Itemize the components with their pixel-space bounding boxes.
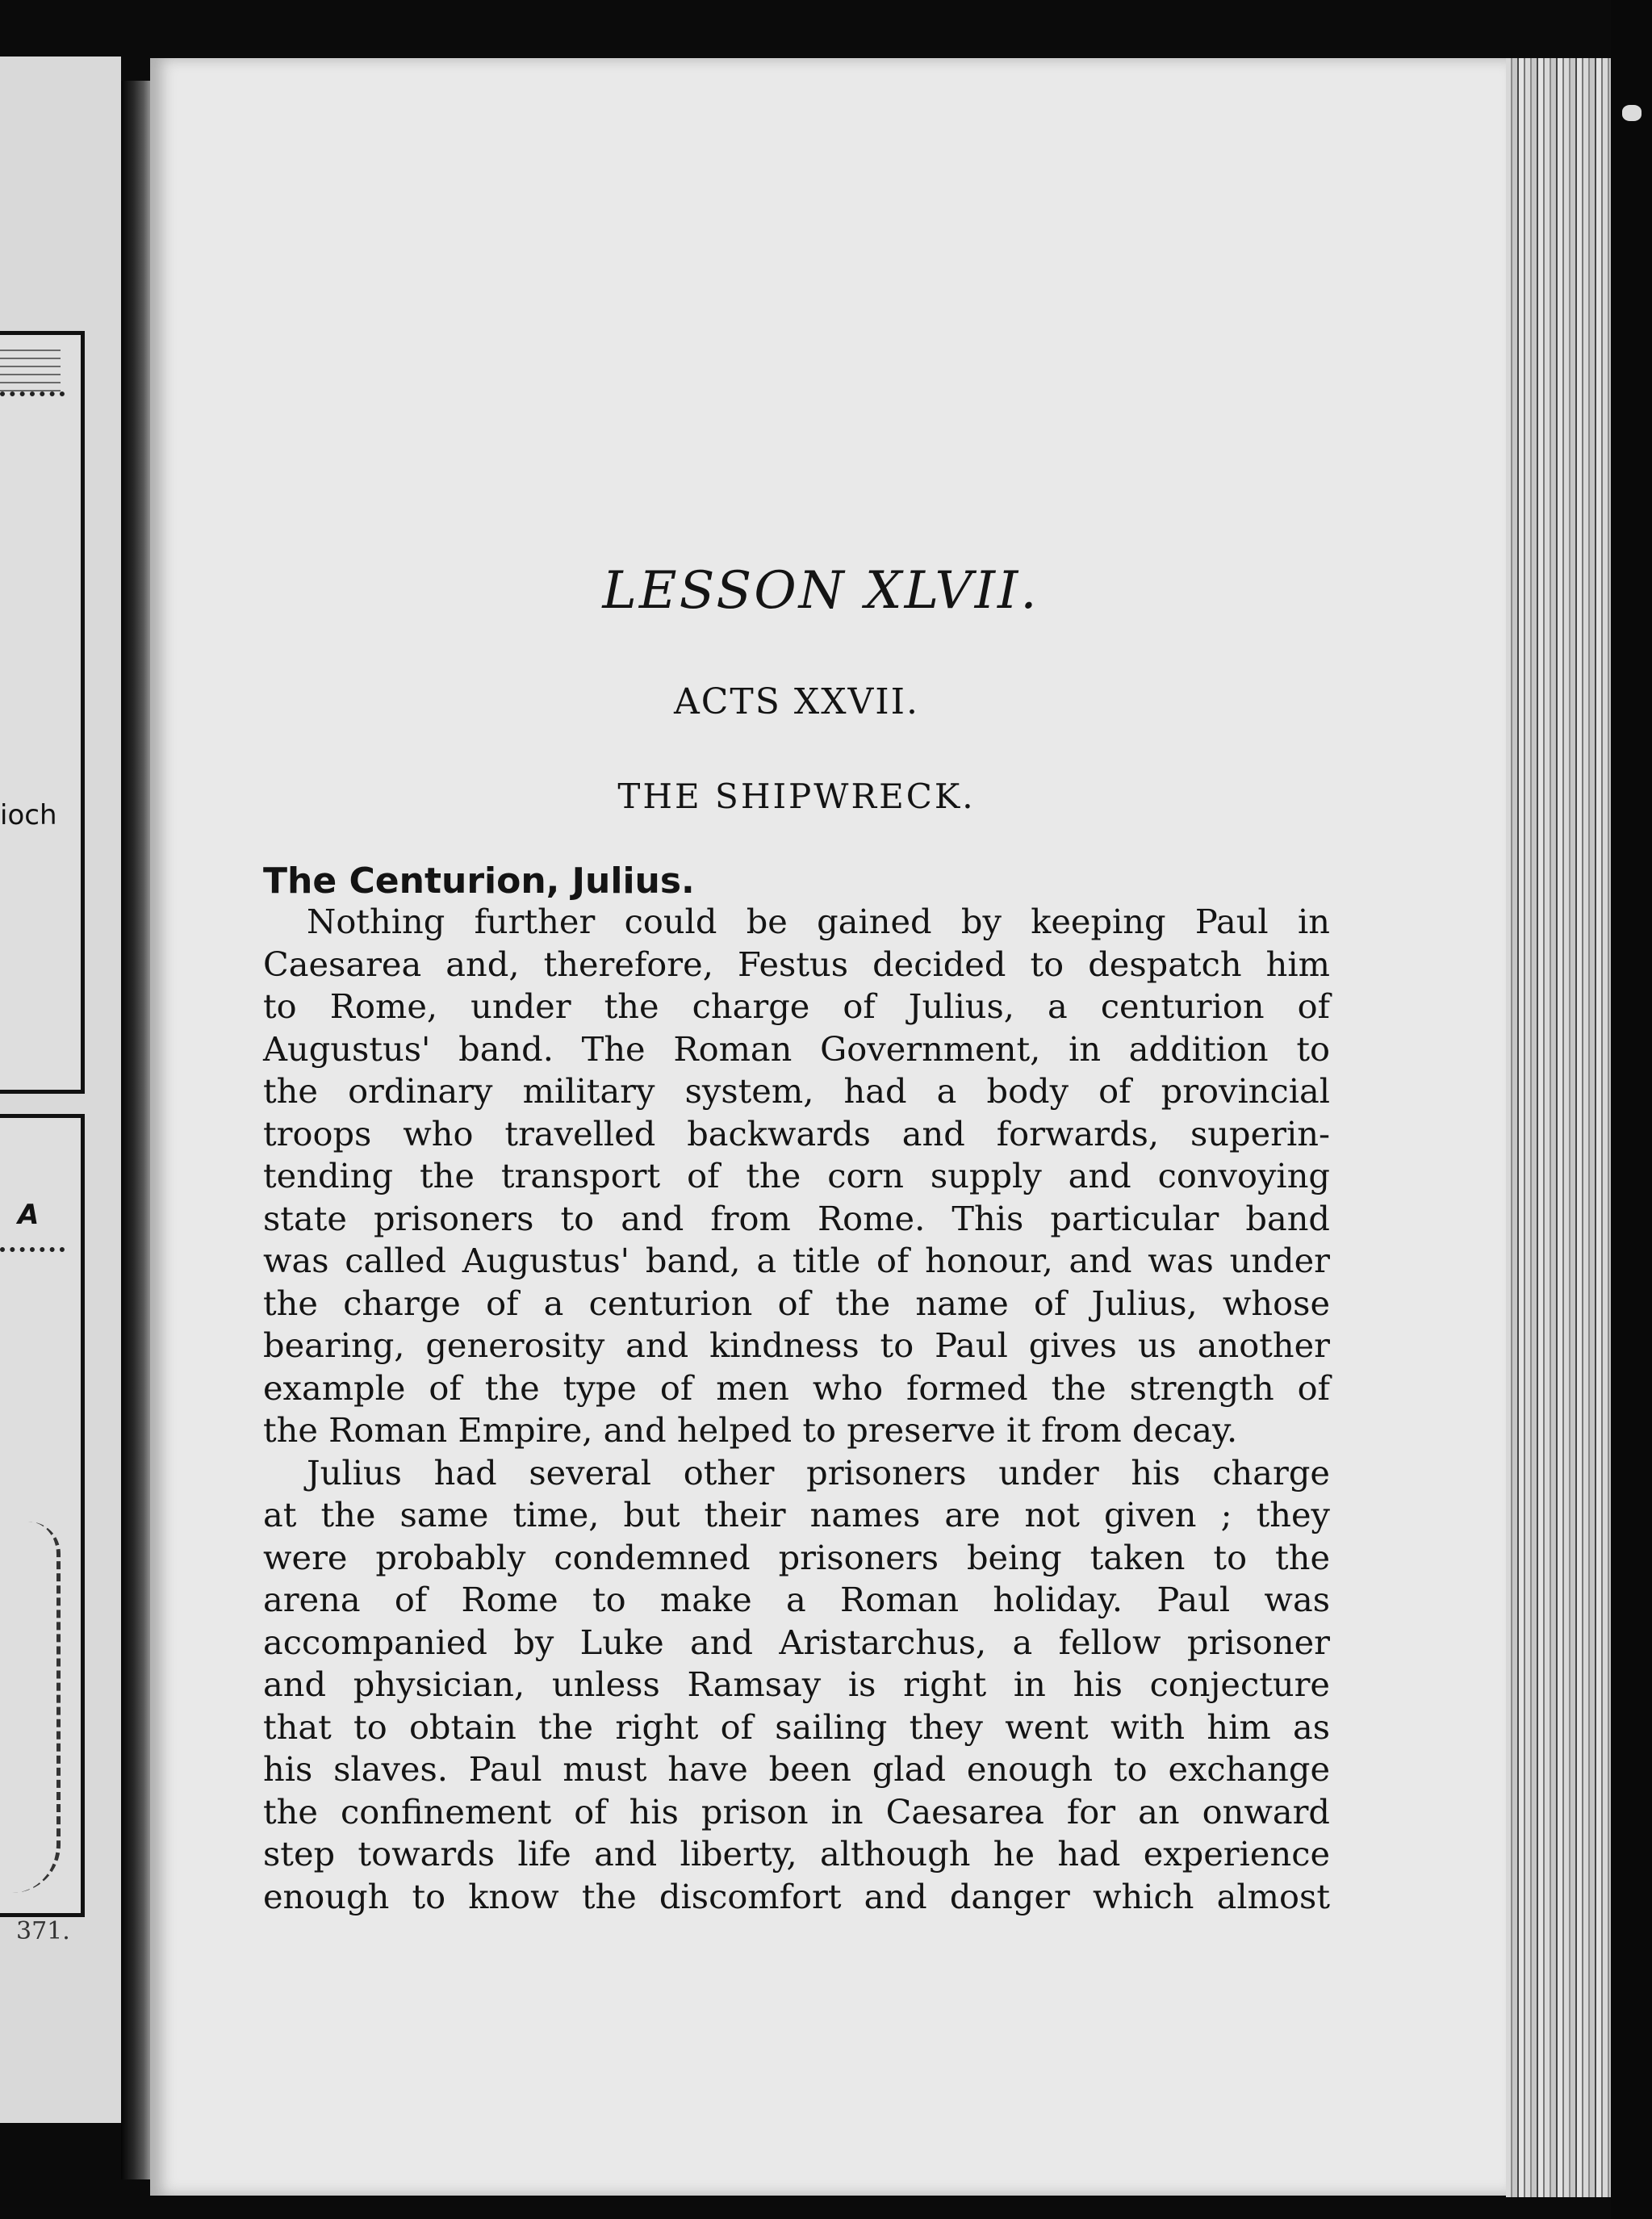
- paragraph-1: [263, 901, 1330, 1452]
- text-line: and physician, unless Ramsay is right in his conjecture: [263, 1664, 1330, 1705]
- scan-artifact: [1622, 105, 1642, 121]
- text-line: were probably condemned prisoners being taken to the: [263, 1537, 1330, 1577]
- map-coastline: [0, 1239, 65, 1252]
- text-line: state prisoners to and from Rome. This particular band: [263, 1198, 1330, 1238]
- text-line: example of the type of men who formed the strength of: [263, 1367, 1330, 1408]
- left-facing-page: [0, 57, 121, 2123]
- text-line: Augustus' band. The Roman Government, in addition to: [263, 1028, 1330, 1069]
- text-line: at the same time, but their names are not given ; they: [263, 1495, 1330, 1535]
- text-line: the ordinary military system, had a body of provincial: [263, 1071, 1330, 1112]
- text-line: step towards life and liberty, although he had experience: [263, 1834, 1330, 1874]
- map-panel-upper: [0, 331, 85, 1094]
- scan-border: [1611, 0, 1652, 2219]
- text-line: troops who travelled backwards and forwards, superin-: [263, 1113, 1330, 1153]
- text-line: that to obtain the right of sailing they went with him as: [263, 1706, 1330, 1747]
- text-line: his slaves. Paul must have been glad enough to exchange: [263, 1749, 1330, 1790]
- page-text: [263, 561, 1330, 1918]
- lesson-title: LESSON XLVII.: [602, 561, 1039, 621]
- text-line: the confinement of his prison in Caesarea for an onward: [263, 1791, 1330, 1832]
- text-line: Julius had several other prisoners under his charge: [307, 1452, 1330, 1493]
- text-line: enough to know the discomfort and danger which almost: [263, 1876, 1330, 1916]
- map-panel-lower: [0, 1114, 85, 1917]
- map-label-region: A: [18, 1199, 40, 1231]
- text-line: tending the transport of the corn supply and convoying: [263, 1156, 1330, 1196]
- scripture-reference: ACTS XXVII.: [673, 681, 920, 722]
- map-coast-outline: [0, 1522, 61, 1893]
- text-line: Caesarea and, therefore, Festus decided to despatch him: [263, 944, 1330, 984]
- text-line: the charge of a centurion of the name of Julius, whose: [263, 1283, 1330, 1323]
- chapter-title: THE SHIPWRECK.: [617, 777, 976, 816]
- text-line: arena of Rome to make a Roman holiday. Paul was: [263, 1580, 1330, 1620]
- map-label-antioch: ioch: [0, 799, 57, 831]
- map-coastline: [0, 383, 65, 396]
- text-line: to Rome, under the charge of Julius, a centurion of: [263, 986, 1330, 1027]
- book-gutter: [121, 81, 153, 2179]
- text-line: was called Augustus' band, a title of honour, and was under: [263, 1241, 1330, 1281]
- page-edges: [1506, 58, 1611, 2197]
- section-heading: The Centurion, Julius.: [263, 860, 695, 902]
- left-page-number: 371.: [16, 1917, 70, 1945]
- text-line: the Roman Empire, and helped to preserve it from decay.: [263, 1410, 1238, 1451]
- text-line: bearing, generosity and kindness to Paul gives us another: [263, 1325, 1330, 1366]
- text-line: accompanied by Luke and Aristarchus, a fellow prisoner: [263, 1622, 1330, 1662]
- text-line: Nothing further could be gained by keeping Paul in: [307, 902, 1330, 942]
- paragraph-2: [263, 1452, 1330, 1919]
